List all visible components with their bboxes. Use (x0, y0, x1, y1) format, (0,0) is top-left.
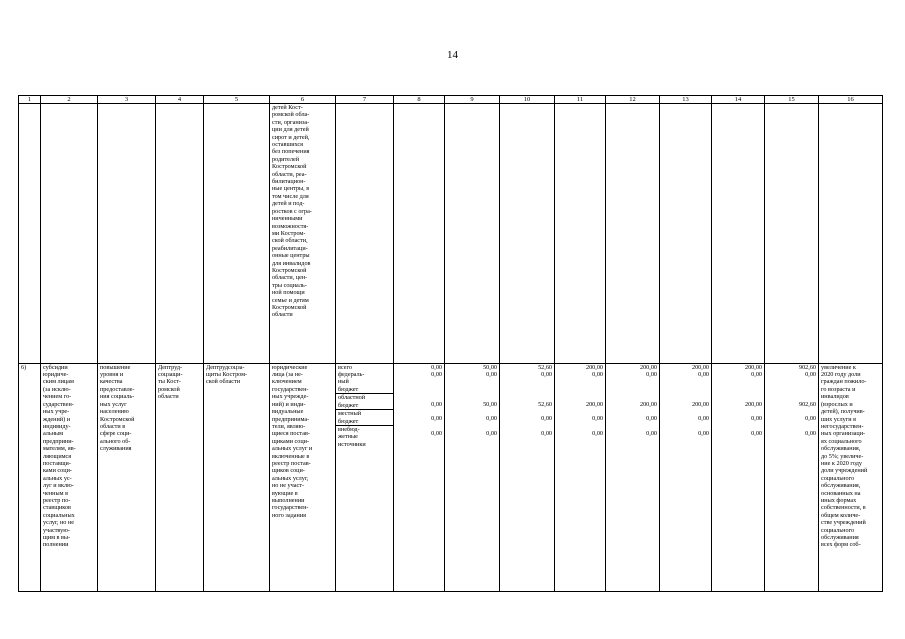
value-federal: 0,00 (541, 371, 552, 379)
column-header: 1 (19, 96, 41, 104)
value-total: 200,00 (639, 363, 657, 371)
value-extrabudgetary: 0,00 (592, 430, 603, 438)
recipients-text: юридические лица (за не- ключением государствен- ных учрежде- ний) и инди- видуальные предпринима- тели, являю- щиеся постав- щиками соци- альных услуг и включенные в реестр постав- щиков соци- альных услуг, но не участ- вующие в выполнении государствен- ного задания (272, 363, 313, 519)
table-cell (819, 104, 883, 364)
value-federal: 0,00 (431, 371, 442, 379)
table-cell (606, 104, 660, 364)
table-cell (270, 104, 336, 364)
column-header: 6 (270, 96, 336, 104)
column-header: 4 (156, 96, 204, 104)
column-header: 14 (712, 96, 765, 104)
recipients-continuation-text: детей Кост- ромской обла- сти, организа- ции для детей сирот и детей, оставшихся без попечения родителей Костромской области, реа- билитацион- ные центры, в том числе для детей и под- ростков с огра- ниченными возможностя- ми Костром- ской области, реабилитаци- онные центры для инвалидов Костромской области, цен- тры социаль- ной помощи семье и детям Костромской области (272, 104, 312, 319)
value-regional: 50,00 (483, 400, 497, 408)
column-header: 8 (394, 96, 445, 104)
table-cell (500, 104, 555, 364)
value-federal: 0,00 (646, 371, 657, 379)
value-federal: 0,00 (698, 371, 709, 379)
value-extrabudgetary: 0,00 (431, 430, 442, 438)
coordinator-text: Дептрудсоцза- щиты Костром- ской области (206, 363, 248, 386)
value-extrabudgetary: 0,00 (541, 430, 552, 438)
value-local: 0,00 (592, 415, 603, 423)
value-total: 200,00 (585, 363, 603, 371)
table-cell (270, 363, 336, 591)
table-cell (156, 363, 204, 591)
column-header: 11 (555, 96, 606, 104)
column-header: 5 (204, 96, 270, 104)
value-local: 0,00 (431, 415, 442, 423)
page-number: 14 (447, 49, 458, 61)
column-header: 3 (98, 96, 156, 104)
column-header: 13 (660, 96, 712, 104)
table-cell (336, 104, 394, 364)
value-federal: 0,00 (751, 371, 762, 379)
value-cell (765, 363, 819, 591)
value-federal: 0,00 (486, 371, 497, 379)
value-cell (712, 363, 765, 591)
value-total: 50,00 (483, 363, 497, 371)
value-regional: 200,00 (639, 400, 657, 408)
goal-text: повышение уровня и качества предоставле- ния социаль- ных услуг населению Костромской области в сфере соци- ального об- служивания (100, 363, 135, 453)
value-cell (445, 363, 500, 591)
value-local: 0,00 (751, 415, 762, 423)
table-cell (819, 363, 883, 591)
value-federal: 0,00 (592, 371, 603, 379)
column-header: 16 (819, 96, 883, 104)
funding-source-cell (336, 363, 394, 591)
column-header: 12 (606, 96, 660, 104)
funding-source-extrabudgetary: внебюд- жетные источники (338, 425, 366, 448)
table-cell (156, 104, 204, 364)
item-number: 6) (19, 363, 41, 591)
value-regional: 52,60 (538, 400, 552, 408)
value-cell (500, 363, 555, 591)
table-cell (41, 363, 98, 591)
column-header: 15 (765, 96, 819, 104)
table-cell (41, 104, 98, 364)
value-extrabudgetary: 0,00 (751, 430, 762, 438)
value-cell (394, 363, 445, 591)
executor-text: Дептруд- соцзащи- ты Кост- ромской области (158, 363, 183, 401)
table-cell (204, 104, 270, 364)
table-cell (445, 104, 500, 364)
value-cell (606, 363, 660, 591)
value-total: 200,00 (744, 363, 762, 371)
table-row-continuation (19, 104, 883, 364)
value-local: 0,00 (486, 415, 497, 423)
column-header: 9 (445, 96, 500, 104)
funding-source-local: местный бюджет (338, 410, 362, 425)
value-federal: 0,00 (805, 371, 816, 379)
value-total: 200,00 (691, 363, 709, 371)
value-regional: 902,60 (798, 400, 816, 408)
column-header: 2 (41, 96, 98, 104)
value-local: 0,00 (646, 415, 657, 423)
value-cell (660, 363, 712, 591)
expected-result-text: увеличение к 2020 году доли граждан пожило- го возраста и инвалидов (взрослых и детей), получив- ших услуги в негосударствен- ных организаци- ях социального обслуживания, до 5%; увеличе- ние к 2020 году доли учреждений социального обслуживания, основанных на иных формах собственности, в общем количе- стве учреждений социального обслуживания всех форм соб- (821, 363, 868, 549)
column-header: 10 (500, 96, 555, 104)
value-local: 0,00 (541, 415, 552, 423)
funding-source-federal: федераль- ный бюджет (338, 371, 365, 393)
value-cell (555, 363, 606, 591)
table-cell (712, 104, 765, 364)
value-extrabudgetary: 0,00 (805, 430, 816, 438)
funding-source-regional: областной бюджет (338, 394, 366, 409)
value-regional: 200,00 (691, 400, 709, 408)
table-cell (98, 104, 156, 364)
table-cell (555, 104, 606, 364)
table-cell (394, 104, 445, 364)
value-total: 52,60 (538, 363, 552, 371)
table-cell (204, 363, 270, 591)
value-extrabudgetary: 0,00 (646, 430, 657, 438)
value-extrabudgetary: 0,00 (486, 430, 497, 438)
table-row-item-6 (19, 363, 883, 591)
value-regional: 0,00 (431, 400, 442, 408)
value-extrabudgetary: 0,00 (698, 430, 709, 438)
measure-name-text: субсидии юридиче- ским лицам (за исклю- чением го- сударствен- ных учре- ждений) и индивиду- альным предприни- мателям, яв- ляющимся поставщи- ками соци- альных ус- луг и вклю- ченным в реестр по- ставщиков социальных услуг, но не участвую- щим в вы- полнении (43, 363, 76, 549)
value-regional: 200,00 (744, 400, 762, 408)
program-table (18, 95, 883, 592)
value-local: 0,00 (805, 415, 816, 423)
column-number-row (19, 96, 883, 104)
table-cell (660, 104, 712, 364)
funding-source-total: всего (338, 363, 352, 371)
table-cell (98, 363, 156, 591)
value-total: 0,00 (431, 363, 442, 371)
table-cell (765, 104, 819, 364)
column-header: 7 (336, 96, 394, 104)
value-local: 0,00 (698, 415, 709, 423)
value-total: 902,60 (798, 363, 816, 371)
table-cell (19, 104, 41, 364)
value-regional: 200,00 (585, 400, 603, 408)
